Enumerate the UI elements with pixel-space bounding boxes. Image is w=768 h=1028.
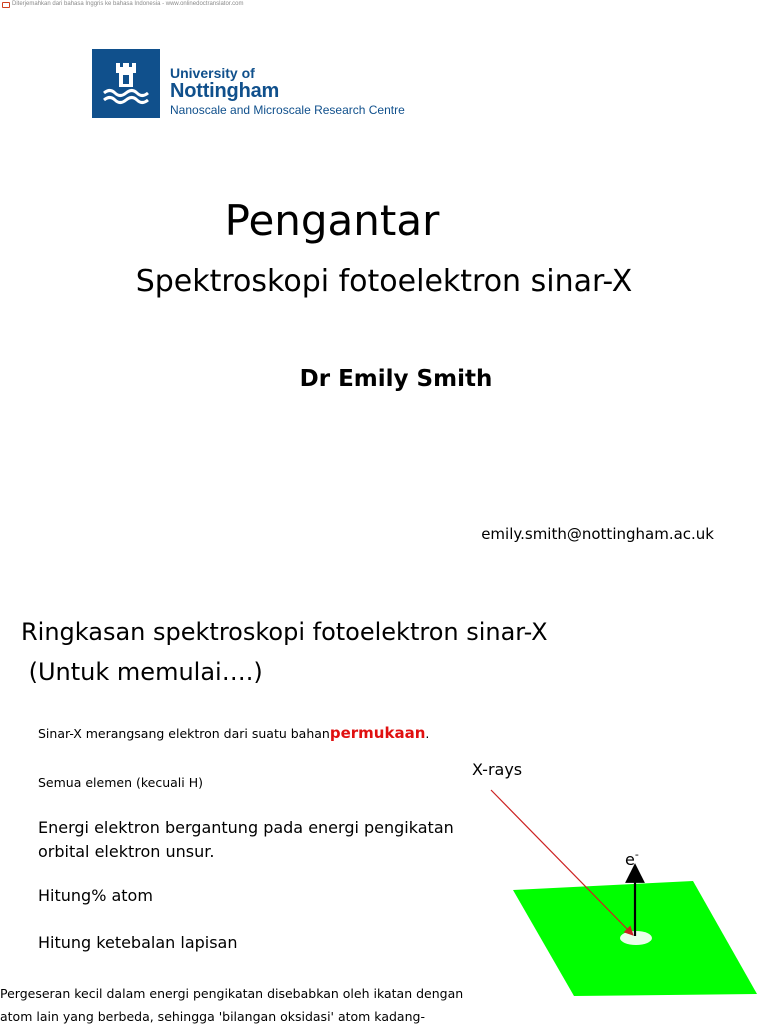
logo-nottingham: Nottingham bbox=[170, 80, 280, 102]
page-title: Pengantar bbox=[224, 196, 440, 245]
translator-banner bbox=[2, 0, 243, 9]
university-logo-text bbox=[170, 66, 405, 116]
paragraph-layer-thickness: Hitung ketebalan lapisan bbox=[38, 933, 238, 952]
document-icon bbox=[2, 2, 10, 8]
paragraph-xray-excite: Sinar-X merangsang elektron dari suatu bahanpermukaan. bbox=[38, 724, 430, 742]
paragraph-binding-energy: Energi elektron bergantung pada energi pengikatan orbital elektron unsur. bbox=[38, 818, 454, 861]
xps-diagram bbox=[480, 780, 768, 1024]
page-subtitle: Spektroskopi fotoelektron sinar-X bbox=[135, 264, 633, 299]
logo-centre-name: Nanoscale and Microscale Research Centre bbox=[170, 103, 405, 117]
paragraph-chemical-shift: Pergeseran kecil dalam energi pengikatan disebabkan oleh ikatan dengan atom lain yang berbeda, sehingga 'bilangan oksidasi' atom kadang- bbox=[0, 986, 464, 1024]
author-email: emily.smith@nottingham.ac.uk bbox=[481, 525, 714, 543]
xray-label: X-rays bbox=[472, 760, 523, 779]
castle-icon bbox=[92, 49, 160, 118]
university-logo-crest bbox=[92, 49, 160, 118]
section-heading bbox=[21, 612, 548, 692]
paragraph-all-elements: Semua elemen (kecuali H) bbox=[38, 775, 203, 790]
author-name: Dr Emily Smith bbox=[299, 366, 493, 392]
highlight-surface: permukaan bbox=[329, 724, 426, 742]
banner-text: Diterjemahkan dari bahasa Inggris ke bahasa Indonesia - www.onlinedoctranslator.com bbox=[12, 1, 244, 7]
logo-university-of: University of bbox=[170, 65, 255, 81]
electron-label: e- bbox=[625, 848, 639, 869]
section-heading-line1: Ringkasan spektroskopi fotoelektron sinar-X bbox=[21, 618, 548, 646]
section-heading-line2: (Untuk memulai….) bbox=[21, 658, 263, 686]
paragraph-atom-percent: Hitung% atom bbox=[38, 886, 153, 905]
